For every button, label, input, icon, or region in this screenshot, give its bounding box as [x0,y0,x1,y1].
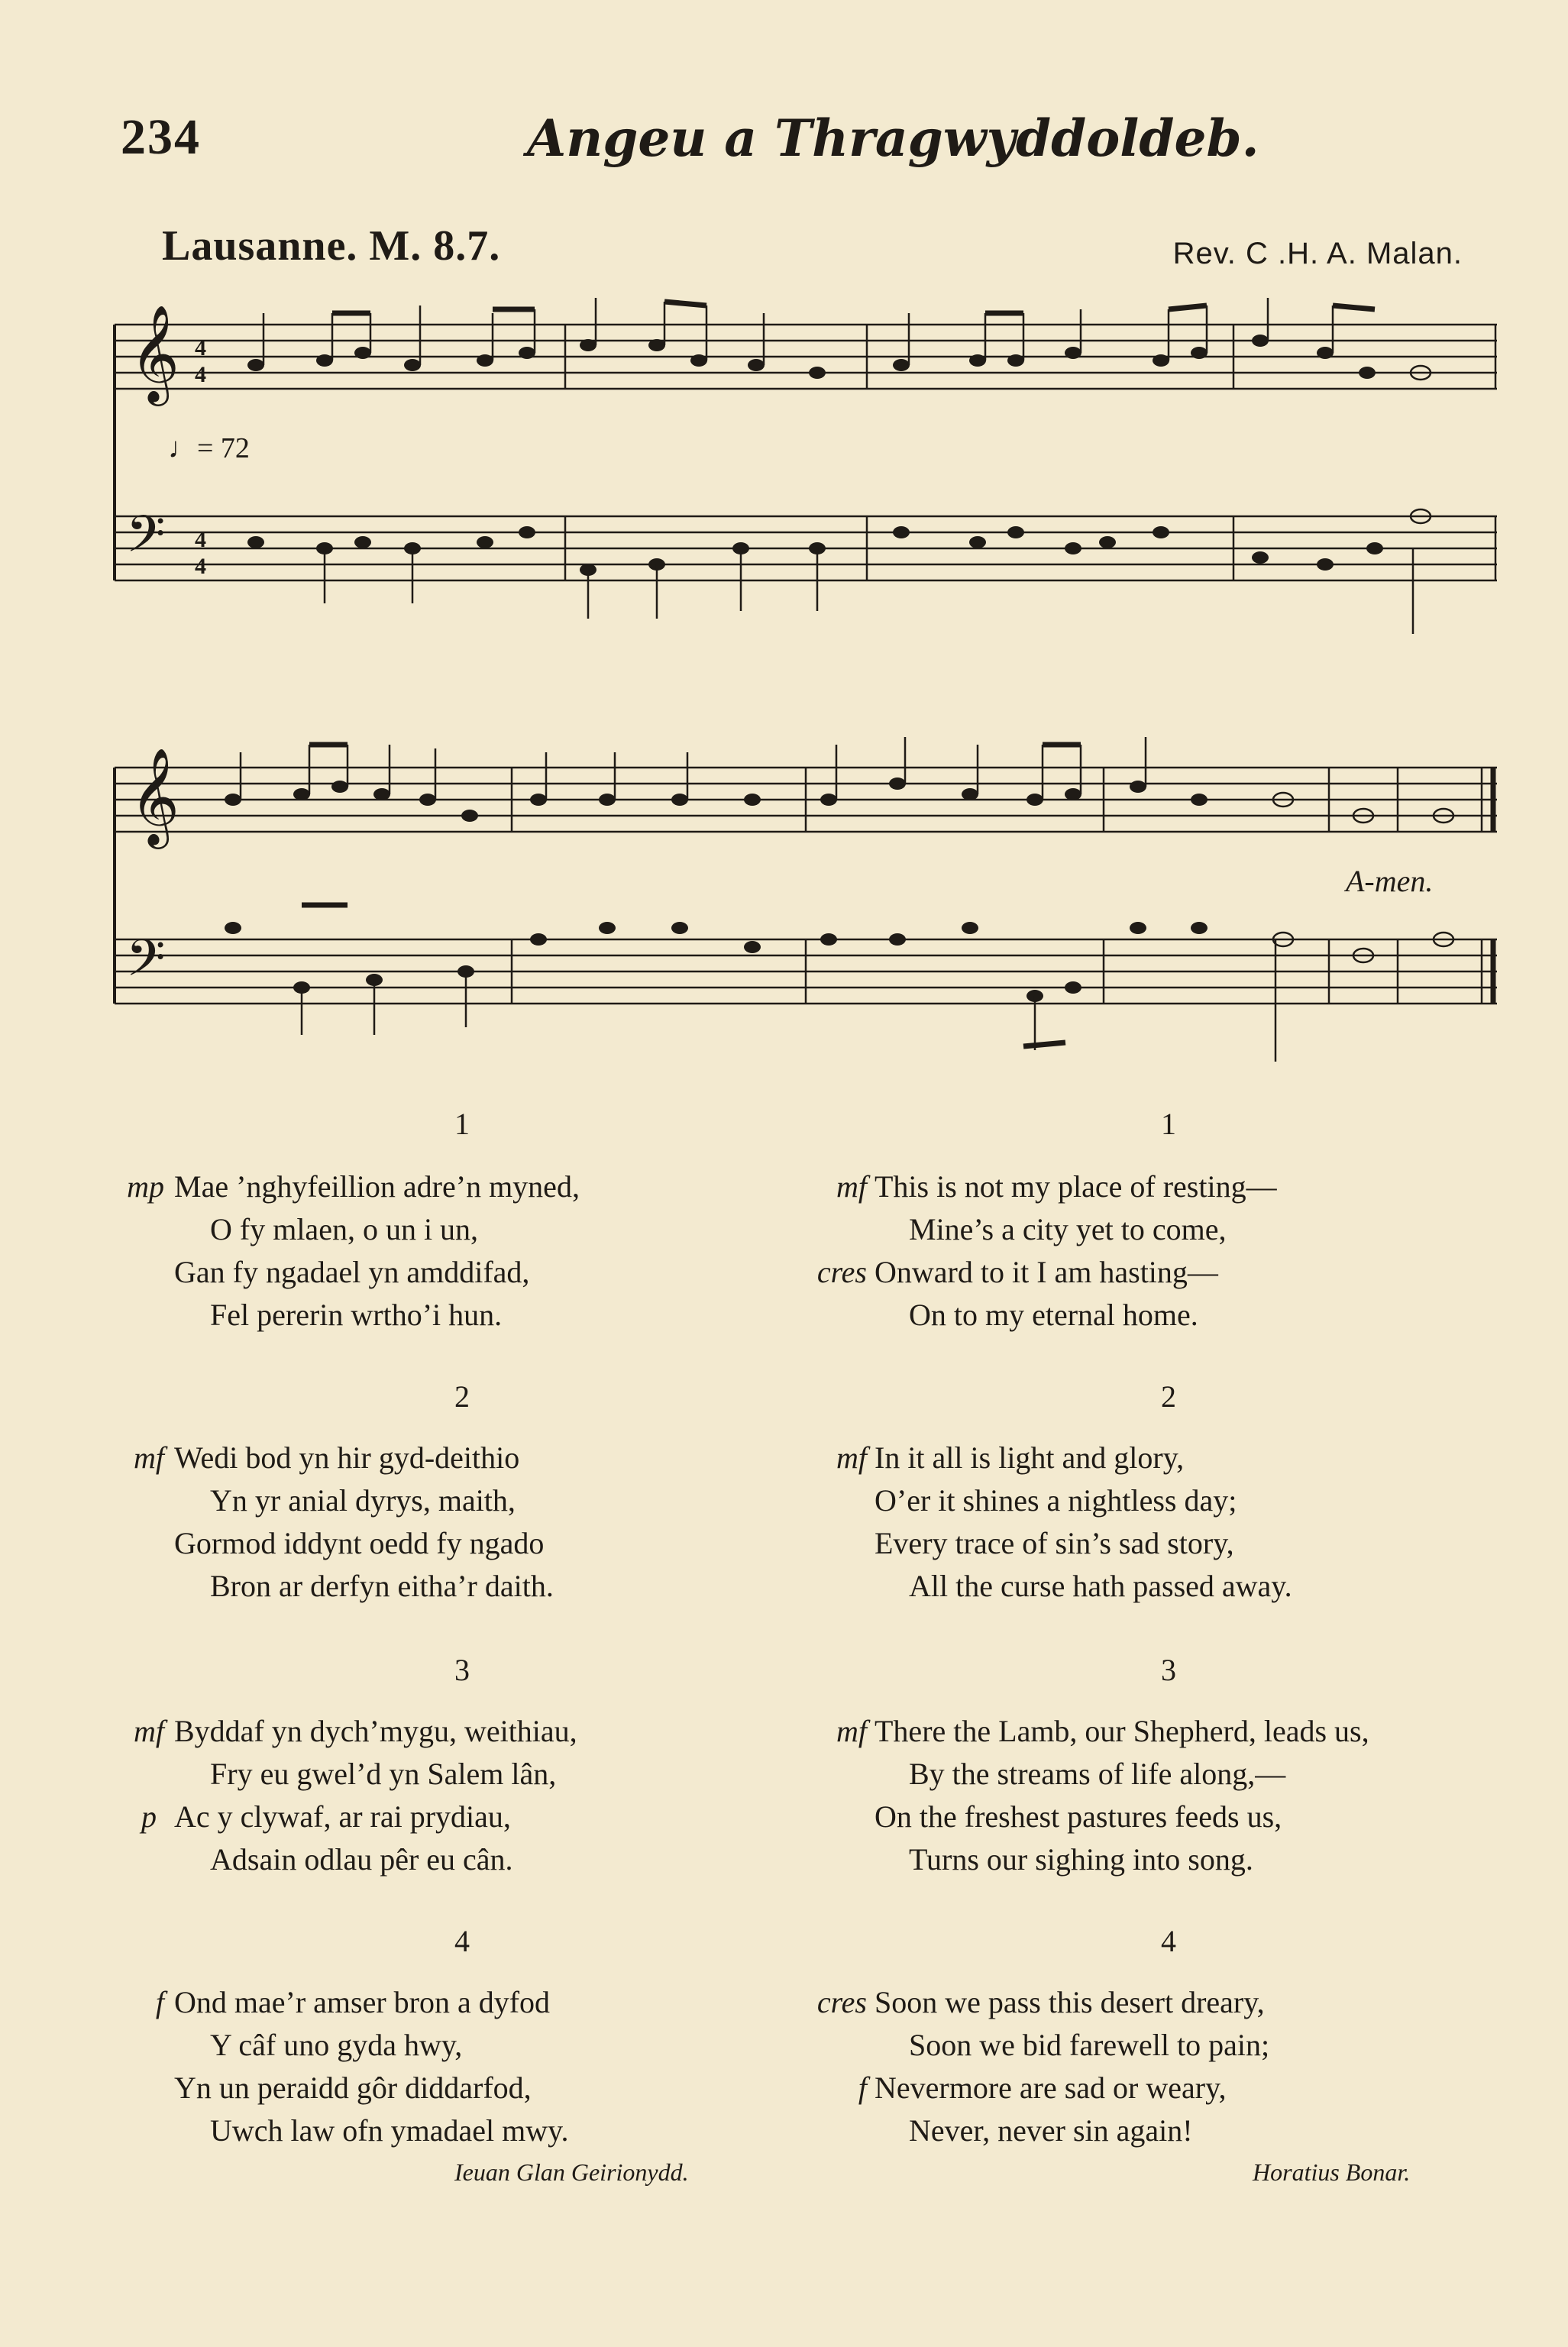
dynamic-marking: p [141,1799,157,1834]
stems-system-2 [241,737,1275,1062]
music-score [0,0,1568,1069]
dynamic-marking: mf [134,1440,164,1475]
english-author: Horatius Bonar. [1253,2158,1411,2186]
verse-line: Adsain odlau pêr eu cân. [210,1842,513,1877]
verse-line: Ac y clywaf, ar rai prydiau, [174,1799,511,1834]
verse-line: Soon we pass this desert dreary, [875,1985,1265,2019]
verse-line: Uwch law ofn ymadael mwy. [210,2113,569,2148]
verse-line: Fel pererin wrtho’i hun. [210,1298,503,1332]
verse-line: This is not my place of resting— [875,1169,1277,1204]
svg-text:4: 4 [195,527,206,552]
dynamic-marking: f [155,1985,164,2019]
dynamic-marking: mf [836,1169,867,1204]
verse-line: Never, never sin again! [909,2113,1193,2148]
verse-line: Soon we bid farewell to pain; [909,2028,1270,2062]
dynamic-marking: mp [127,1169,164,1204]
verse-line: By the streams of life along,— [909,1757,1286,1791]
running-title: Angeu a Thragwyddoldeb. [527,108,1259,168]
verse-line: Wedi bod yn hir gyd-deithio [174,1440,520,1475]
dynamic-marking: f [858,2071,867,2105]
verse-line: There the Lamb, our Shepherd, leads us, [875,1714,1369,1748]
bass-clef-icon-2: 𝄢 [126,929,166,1000]
amen-label: A-men. [1346,864,1434,898]
verse-line: Yn yr anial dyrys, maith, [210,1483,516,1518]
verse-line: Gormod iddynt oedd fy ngado [174,1526,545,1560]
verse-line: Nevermore are sad or weary, [875,2071,1227,2105]
svg-text:4: 4 [195,362,206,387]
system-2 [115,768,1497,1004]
dynamic-marking: cres [816,1255,867,1289]
stanza-number: 4 [1161,1924,1176,1958]
tune-name: Lausanne. M. 8.7. [162,222,501,270]
verse-line: In it all is light and glory, [875,1440,1185,1475]
stanza-number: 4 [454,1924,470,1958]
bass-clef-icon: 𝄢 [126,505,166,576]
time-signature: 4 [195,335,206,360]
dynamic-marking: mf [836,1440,867,1475]
stanza-number: 3 [1161,1653,1176,1687]
svg-text:4: 4 [195,554,206,579]
beams-system-2 [302,745,1081,1046]
stems-system-1 [263,298,1413,634]
stanza-number: 2 [454,1379,470,1414]
beams-system-1 [332,302,1375,313]
verse-line: Onward to it I am hasting— [875,1255,1218,1289]
verse-line: Gan fy ngadael yn amddifad, [174,1255,530,1289]
treble-clef-icon-2: 𝄞 [130,747,180,845]
verse-line: Bron ar derfyn eitha’r daith. [210,1569,554,1603]
verse-line: Turns our sighing into song. [909,1842,1253,1877]
verse-line: All the curse hath passed away. [909,1569,1292,1603]
verse-line: Mine’s a city yet to come, [909,1212,1227,1246]
verse-line: Byddaf yn dych’mygu, weithiau, [174,1714,577,1748]
verse-line: O’er it shines a nightless day; [875,1483,1237,1518]
page-number: 234 [121,109,201,165]
verse-line: O fy mlaen, o un i un, [210,1212,479,1246]
notes-system-1 [247,335,1431,576]
verse-line: On to my eternal home. [909,1298,1198,1332]
dynamic-marking: mf [134,1714,164,1748]
verse-line: Ond mae’r amser bron a dyfod [174,1985,551,2019]
welsh-author: Ieuan Glan Geirionydd. [454,2158,689,2186]
notes-system-2 [225,777,1453,1002]
dynamic-marking: cres [816,1985,867,2019]
verse-line: Y câf uno gyda hwy, [210,2028,463,2062]
verse-line: Fry eu gwel’d yn Salem lân, [210,1757,557,1791]
verse-line: On the freshest pastures feeds us, [875,1799,1282,1834]
stanza-number: 3 [454,1653,470,1687]
tempo-marking: ♩= 72 [168,432,250,464]
verse-line: Every trace of sin’s sad story, [875,1526,1234,1560]
dynamic-marking: mf [836,1714,867,1748]
verse-line: Mae ’nghyfeillion adre’n myned, [174,1169,580,1204]
stanza-number: 2 [1161,1379,1176,1414]
treble-clef-icon: 𝄞 [130,304,180,402]
stanza-number: 1 [454,1107,470,1141]
stanza-number: 1 [1161,1107,1176,1141]
composer: Rev. C .H. A. Malan. [1172,237,1463,270]
verse-line: Yn un peraidd gôr diddarfod, [174,2071,532,2105]
